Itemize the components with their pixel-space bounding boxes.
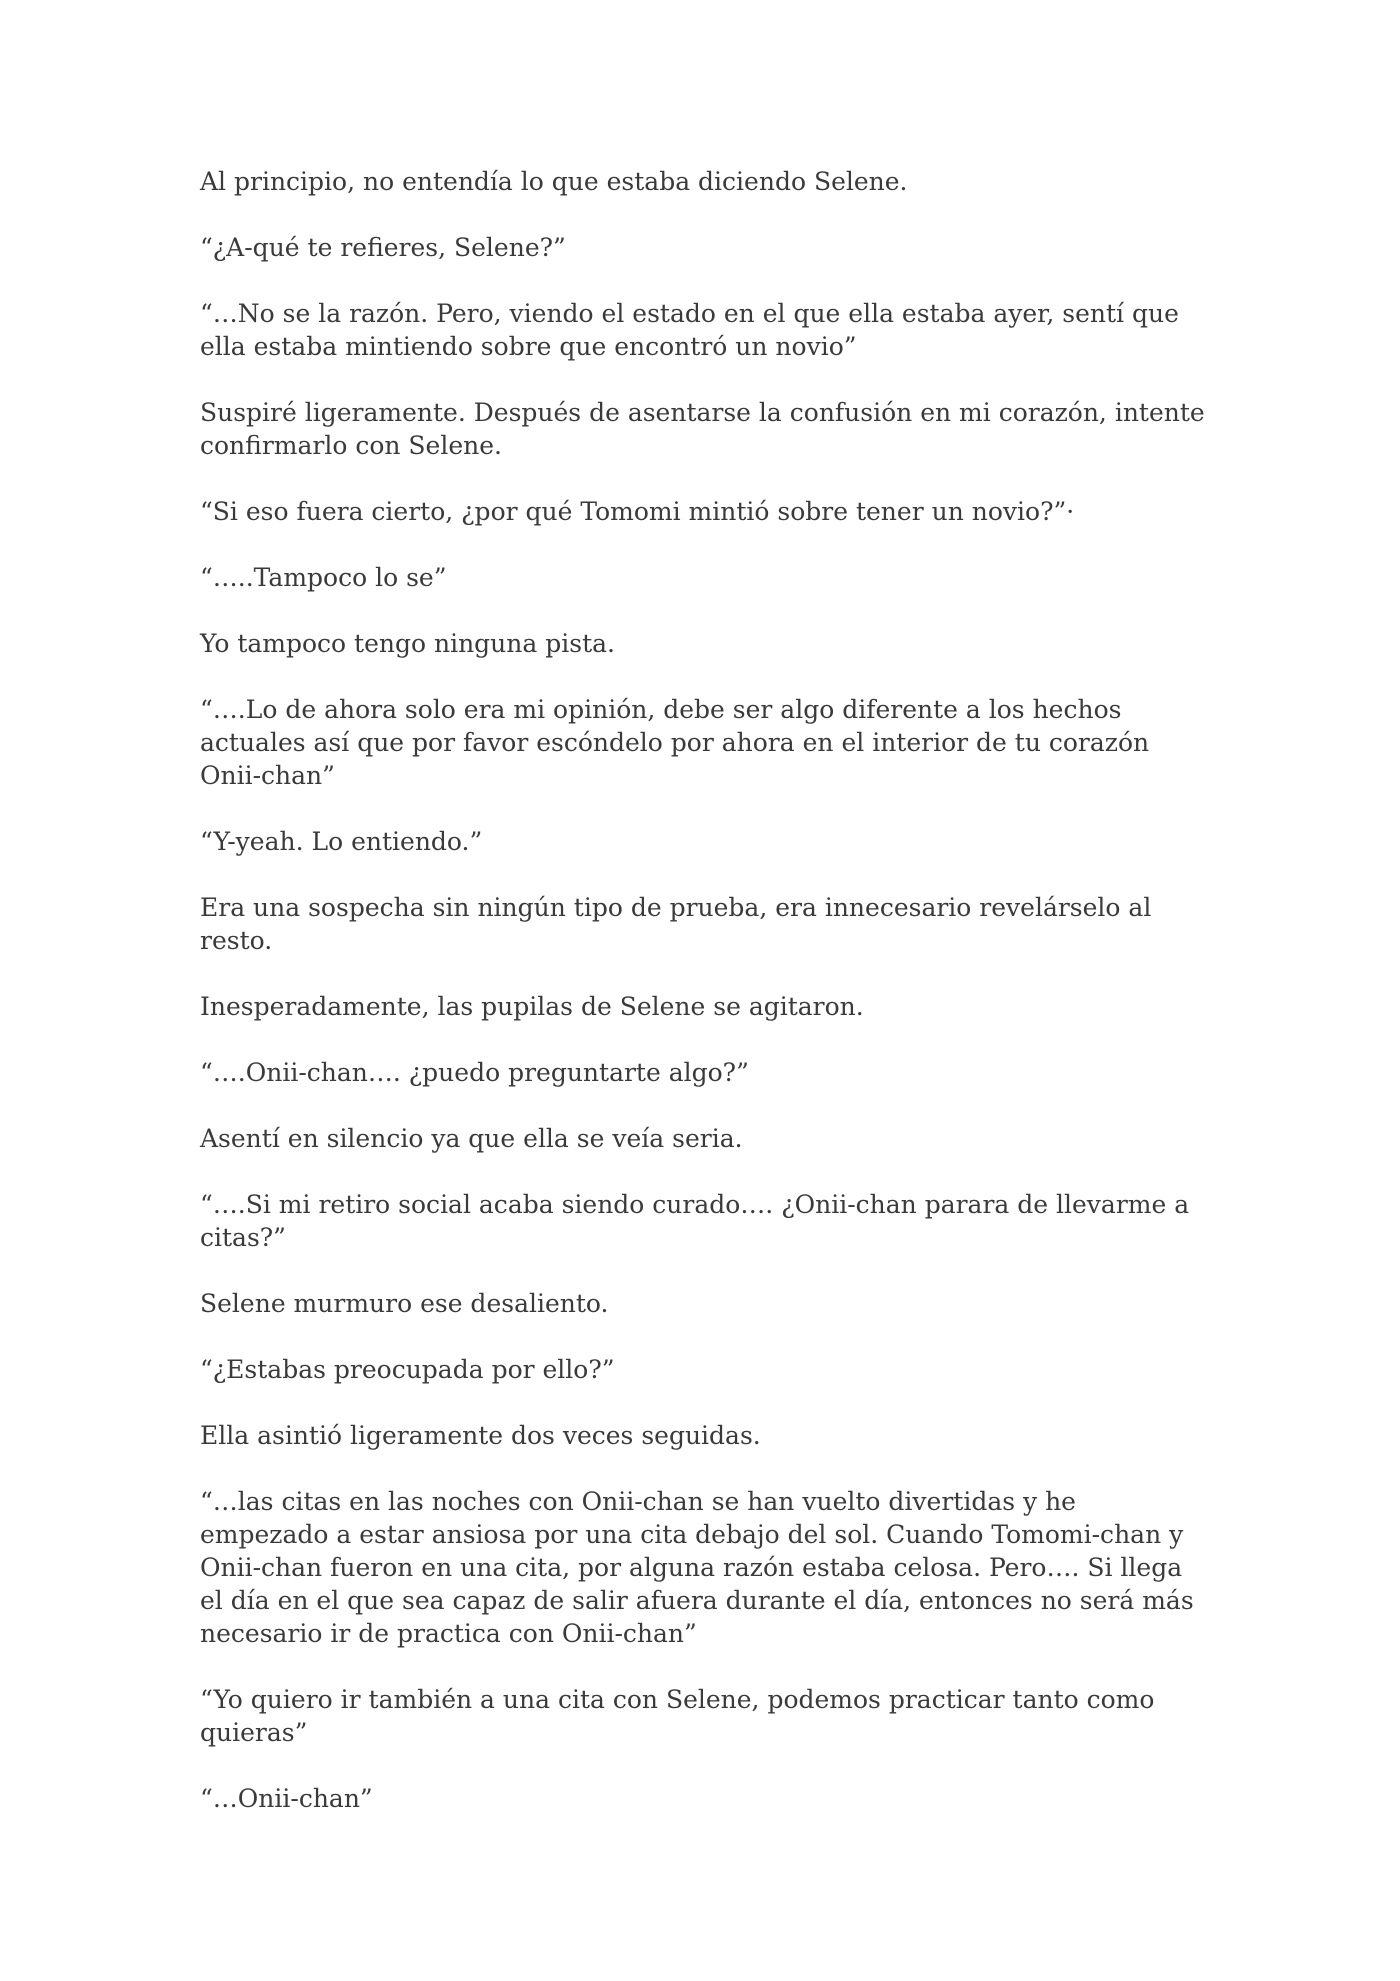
paragraph-16: “¿Estabas preocupada por ello?” xyxy=(200,1355,615,1384)
paragraph-11: Inesperadamente, las pupilas de Selene se agitaron. xyxy=(200,992,864,1021)
paragraph-6: “…..Tampoco lo se” xyxy=(200,563,447,592)
paragraph-13: Asentí en silencio ya que ella se veía seria. xyxy=(200,1124,743,1153)
paragraph-4: Suspiré ligeramente. Después de asentarse la confusión en mi corazón, intente confirmarlo con Selene. xyxy=(200,398,1205,460)
paragraph-2: “¿A-qué te refieres, Selene?” xyxy=(200,233,566,262)
paragraph-9: “Y-yeah. Lo entiendo.” xyxy=(200,827,483,856)
document-page xyxy=(200,165,1210,1848)
paragraph-7: Yo tampoco tengo ninguna pista. xyxy=(200,629,615,658)
paragraph-1: Al principio, no entendía lo que estaba diciendo Selene. xyxy=(200,167,908,196)
paragraph-10: Era una sospecha sin ningún tipo de prueba, era innecesario revelárselo al resto. xyxy=(200,893,1152,955)
paragraph-5: “Si eso fuera cierto, ¿por qué Tomomi mintió sobre tener un novio?”· xyxy=(200,497,1075,526)
paragraph-17: Ella asintió ligeramente dos veces seguidas. xyxy=(200,1421,761,1450)
paragraph-20: “…Onii-chan” xyxy=(200,1784,373,1813)
paragraph-8: “….Lo de ahora solo era mi opinión, debe ser algo diferente a los hechos actuales así que por favor escóndelo por ahora en el interior de tu corazón Onii-chan” xyxy=(200,695,1150,790)
paragraph-14: “….Si mi retiro social acaba siendo curado…. ¿Onii-chan parara de llevarme a citas?” xyxy=(200,1190,1190,1252)
paragraph-18: “…las citas en las noches con Onii-chan se han vuelto divertidas y he empezado a estar ansiosa por una cita debajo del sol. Cuando Tomomi-chan y Onii-chan fueron en una cita, por alguna razón estaba celosa. Pero…. Si llega el día en el que sea capaz de salir afuera durante el día, entonces no será más necesario ir de practica con Onii-chan” xyxy=(200,1487,1194,1648)
paragraph-19: “Yo quiero ir también a una cita con Selene, podemos practicar tanto como quieras” xyxy=(200,1685,1155,1747)
paragraph-3: “…No se la razón. Pero, viendo el estado en el que ella estaba ayer, sentí que ella estaba mintiendo sobre que encontró un novio” xyxy=(200,299,1179,361)
paragraph-12: “….Onii-chan…. ¿puedo preguntarte algo?” xyxy=(200,1058,749,1087)
paragraph-15: Selene murmuro ese desaliento. xyxy=(200,1289,609,1318)
